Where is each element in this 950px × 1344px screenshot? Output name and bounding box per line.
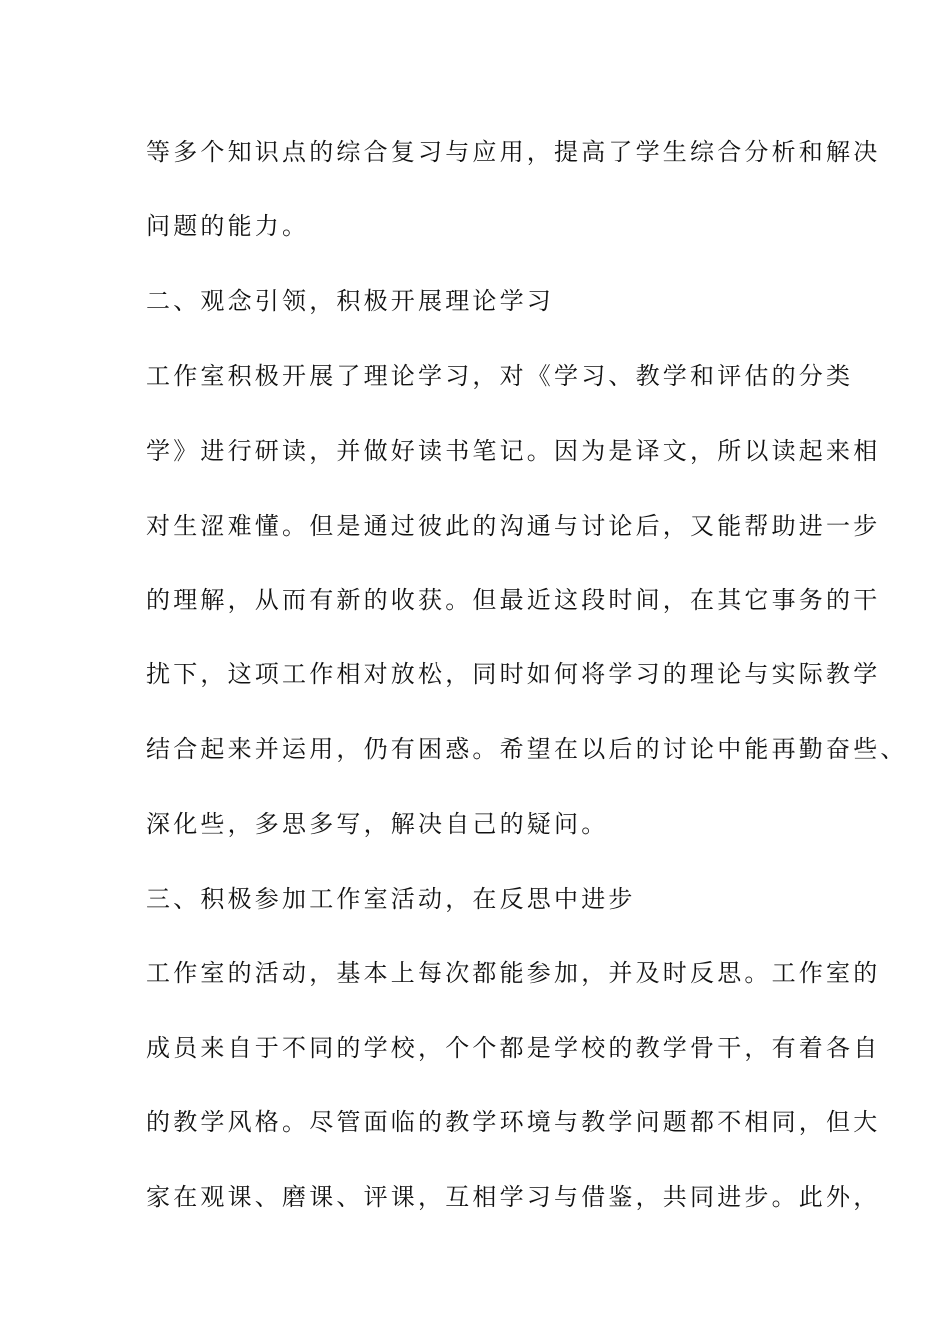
paragraph-line: 结合起来并运用，仍有困惑。希望在以后的讨论中能再勤奋些、 [146,735,908,763]
paragraph-line: 家在观课、磨课、评课，互相学习与借鉴，共同进步。此外， [146,1183,881,1211]
paragraph-line: 工作室积极开展了理论学习，对《学习、教学和评估的分类 [146,362,854,390]
paragraph-line: 的理解，从而有新的收获。但最近这段时间，在其它事务的干 [146,586,881,614]
paragraph-line: 对生涩难懂。但是通过彼此的沟通与讨论后，又能帮助进一步 [146,512,881,540]
section-heading: 三、积极参加工作室活动，在反思中进步 [146,885,636,913]
paragraph-line: 的教学风格。尽管面临的教学环境与教学问题都不相同，但大 [146,1108,881,1136]
paragraph-line: 等多个知识点的综合复习与应用，提高了学生综合分析和解决 [146,138,881,166]
section-heading: 二、观念引领，积极开展理论学习 [146,287,554,315]
paragraph-line: 工作室的活动，基本上每次都能参加，并及时反思。工作室的 [146,959,881,987]
paragraph-line: 深化些，多思多写，解决自己的疑问。 [146,810,609,838]
paragraph-line: 问题的能力。 [146,212,310,240]
paragraph-line: 学》进行研读，并做好读书笔记。因为是译文，所以读起来相 [146,437,881,465]
paragraph-line: 扰下，这项工作相对放松，同时如何将学习的理论与实际教学 [146,660,881,688]
paragraph-line: 成员来自于不同的学校，个个都是学校的教学骨干，有着各自 [146,1034,881,1062]
